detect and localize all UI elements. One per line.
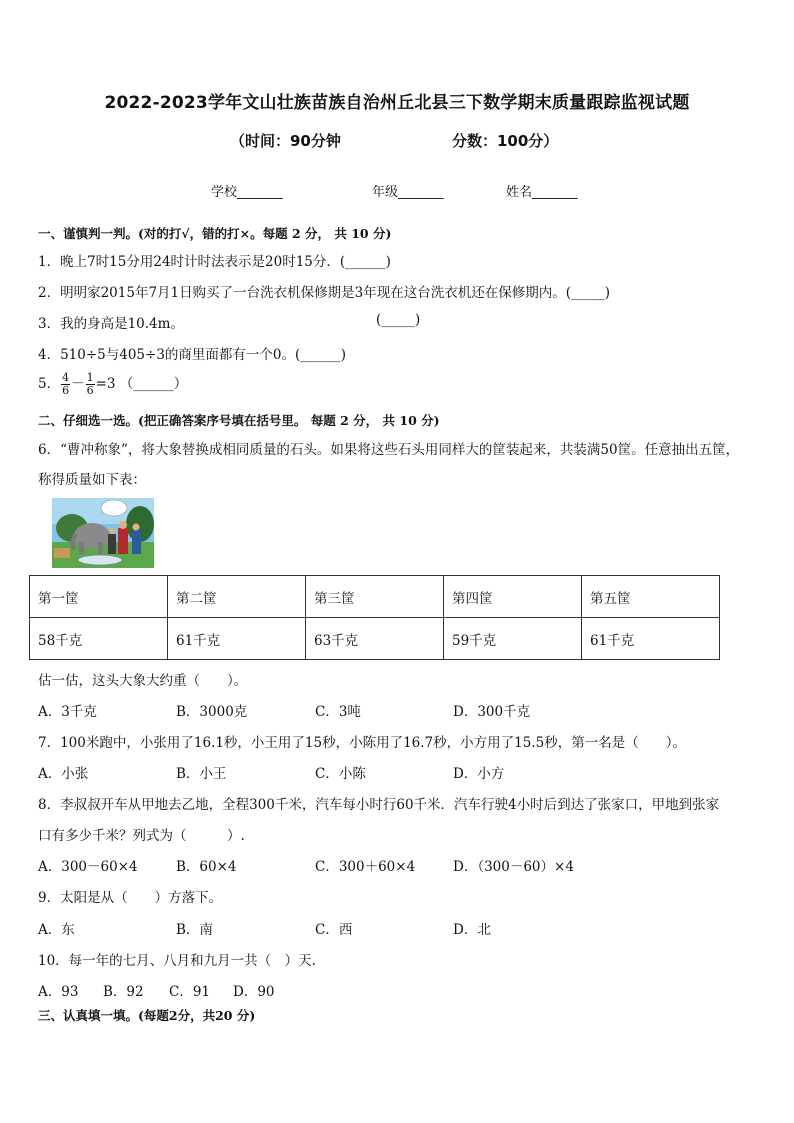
q8-option-a[interactable]: A．300－60×4 [38, 859, 138, 875]
q6-option-b[interactable]: B．3000克 [176, 704, 248, 720]
question-6-line2: 称得质量如下表： [38, 472, 146, 488]
q10-option-b[interactable]: B．92 [103, 984, 144, 1000]
question-4: 4．510÷5与405÷3的商里面都有一个0。(______) [38, 347, 347, 363]
exam-score: 分数：100分） [452, 132, 559, 150]
q9-option-a[interactable]: A．东 [38, 922, 75, 938]
question-2: 2．明明家2015年7月1日购买了一台洗衣机保修期是3年现在这台洗衣机还在保修期内。(_____) [38, 285, 610, 301]
table-header-cell: 第四筐 [444, 576, 582, 618]
q9-option-d[interactable]: D．北 [453, 922, 491, 938]
table-cell: 61千克 [168, 618, 306, 660]
question-9: 9．太阳是从（ ）方落下。 [38, 890, 223, 906]
question-5 [38, 372, 187, 397]
table-cell: 58千克 [30, 618, 168, 660]
fraction-one-sixth: $\frac{1}{6}$ [86, 371, 94, 397]
table-header-cell: 第三筐 [306, 576, 444, 618]
q8-option-d[interactable]: D．（300－60）×4 [453, 859, 574, 875]
minus-sign: － [71, 376, 85, 392]
q8-option-c[interactable]: C．300＋60×4 [315, 859, 416, 875]
question-1: 1．晚上7时15分用24时计时法表示是20时15分．(______) [38, 254, 391, 270]
q10-option-a[interactable]: A．93 [38, 984, 79, 1000]
q6-option-d[interactable]: D．300千克 [453, 704, 531, 720]
question-10: 10．每一年的七月、八月和九月一共（ ）天. [38, 953, 316, 969]
grade-field[interactable]: 年级_______ [372, 185, 444, 200]
table-header-cell: 第五筐 [582, 576, 720, 618]
school-field[interactable]: 学校_______ [211, 185, 283, 200]
table-row [30, 618, 720, 660]
q7-option-b[interactable]: B．小王 [176, 766, 227, 782]
q7-option-c[interactable]: C．小陈 [315, 766, 366, 782]
question-5-prefix: 5． [38, 376, 61, 392]
question-8-line2: 口有多少千米？列式为（ ）. [38, 828, 245, 844]
q10-option-c[interactable]: C．91 [169, 984, 211, 1000]
q9-option-b[interactable]: B．南 [176, 922, 213, 938]
exam-time: （时间：90分钟 [230, 132, 341, 150]
table-header-row [30, 576, 720, 618]
question-6-ask: 估一估，这头大象大约重（ ）。 [38, 673, 248, 689]
section1-heading: 一、谨慎判一判。(对的打√，错的打×。每题 2 分， 共 10 分) [38, 226, 392, 241]
q9-option-c[interactable]: C．西 [315, 922, 353, 938]
q7-option-d[interactable]: D．小方 [453, 766, 505, 782]
q8-option-b[interactable]: B．60×4 [176, 859, 237, 875]
question-3: 3．我的身高是10.4m。 [38, 316, 184, 332]
q6-option-c[interactable]: C．3吨 [315, 704, 361, 720]
fraction-four-sixths: $\frac{4}{6}$ [62, 371, 70, 397]
table-cell: 61千克 [582, 618, 720, 660]
section3-heading: 三、认真填一填。(每题2分，共20 分) [38, 1008, 256, 1023]
question-7: 7．100米跑中，小张用了16.1秒，小王用了15秒，小陈用了16.7秒，小方用了15.5秒，第一名是（ ）。 [38, 735, 686, 751]
question-3-blank: (_____) [376, 312, 421, 328]
exam-title: 2022-2023学年文山壮族苗族自治州丘北县三下数学期末质量跟踪监视试题 [104, 93, 690, 113]
table-header-cell: 第一筐 [30, 576, 168, 618]
q10-option-d[interactable]: D．90 [233, 984, 275, 1000]
table-header-cell: 第二筐 [168, 576, 306, 618]
table-cell: 63千克 [306, 618, 444, 660]
basket-mass-table [29, 575, 720, 660]
question-6-line1: 6．“曹冲称象”，将大象替换成相同质量的石头。如果将这些石头用同样大的筐装起来，共装满50筐。任意抽出五筐， [38, 442, 740, 458]
q6-option-a[interactable]: A．3千克 [38, 704, 97, 720]
q7-option-a[interactable]: A．小张 [38, 766, 89, 782]
section2-heading: 二、仔细选一选。(把正确答案序号填在括号里。 每题 2 分， 共 10 分) [38, 413, 440, 428]
question-5-suffix: =3 （______） [95, 376, 188, 392]
table-cell: 59千克 [444, 618, 582, 660]
question-8-line1: 8．李叔叔开车从甲地去乙地，全程300千米，汽车每小时行60千米．汽车行驶4小时后到达了张家口，甲地到张家 [38, 797, 720, 813]
elephant-weighing-illustration [52, 498, 154, 568]
name-field[interactable]: 姓名_______ [506, 185, 578, 200]
